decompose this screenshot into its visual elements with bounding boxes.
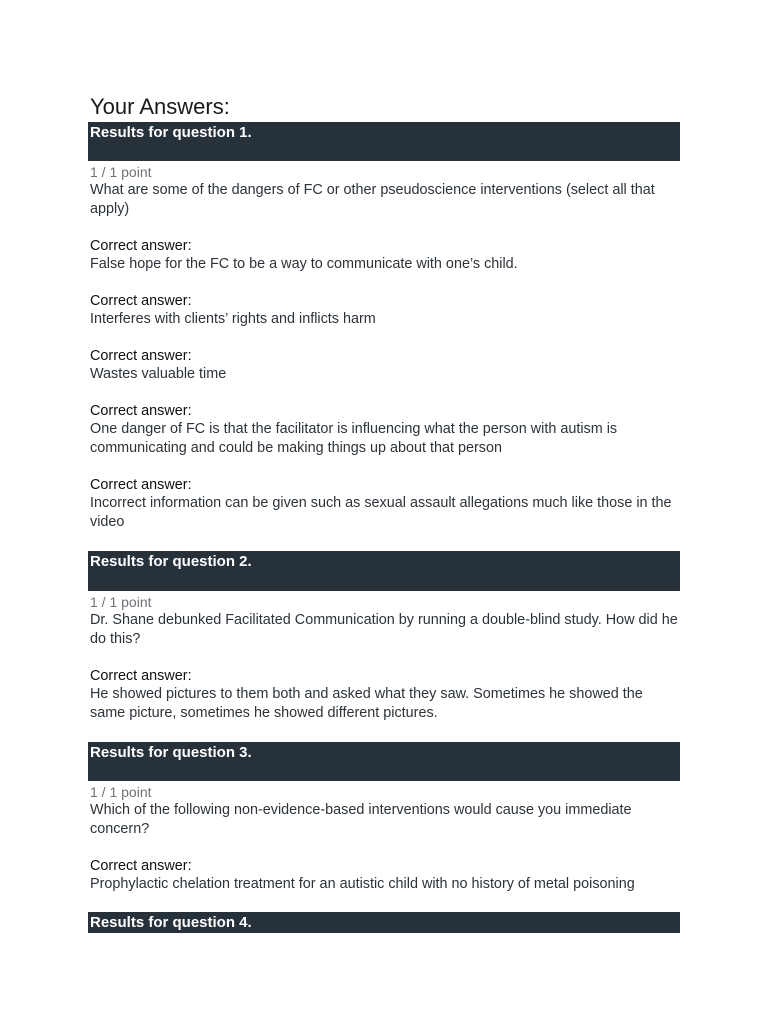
points-score: 1 / 1 point [90, 784, 152, 800]
correct-answer [90, 476, 680, 532]
page-title: Your Answers: [90, 94, 230, 119]
question-header: Results for question 4. [88, 912, 680, 933]
question-header: Results for question 3. [88, 742, 680, 781]
question-text: Dr. Shane debunked Facilitated Communication by running a double-blind study. How did he do this? [90, 612, 678, 647]
question-header: Results for question 1. [88, 122, 680, 161]
question-text: Which of the following non-evidence-based interventions would cause you immediate concern? [90, 802, 632, 837]
answer-label: Correct answer: [90, 477, 192, 493]
question-result-2 [88, 551, 680, 723]
correct-answer [90, 292, 680, 329]
answer-text: Incorrect information can be given such as sexual assault allegations much like those in the video [90, 495, 672, 530]
question-text: What are some of the dangers of FC or other pseudoscience interventions (select all that apply) [90, 182, 655, 217]
correct-answer [90, 237, 680, 274]
correct-answer [90, 667, 680, 723]
answer-label: Correct answer: [90, 293, 192, 309]
points-score: 1 / 1 point [90, 594, 152, 610]
question-result-1 [88, 122, 680, 532]
points-score: 1 / 1 point [90, 164, 152, 180]
answer-label: Correct answer: [90, 403, 192, 419]
answer-text: He showed pictures to them both and asked what they saw. Sometimes he showed the same picture, sometimes he showed different pictures. [90, 686, 643, 721]
correct-answer [90, 347, 680, 384]
answer-label: Correct answer: [90, 858, 192, 874]
answer-text: Wastes valuable time [90, 366, 227, 382]
answer-text: One danger of FC is that the facilitator is influencing what the person with autism is communicating and could be making things up about that person [90, 421, 618, 456]
answer-text: Interferes with clients’ rights and inflicts harm [90, 311, 376, 327]
question-header: Results for question 2. [88, 551, 680, 591]
correct-answer [90, 857, 680, 894]
answer-label: Correct answer: [90, 348, 192, 364]
answer-text: False hope for the FC to be a way to communicate with one’s child. [90, 256, 518, 272]
answer-text: Prophylactic chelation treatment for an autistic child with no history of metal poisoning [90, 876, 635, 892]
question-result-4 [88, 912, 680, 933]
answer-label: Correct answer: [90, 668, 192, 684]
answers-page [88, 94, 680, 933]
correct-answer [90, 402, 680, 458]
question-result-3 [88, 742, 680, 894]
answer-label: Correct answer: [90, 238, 192, 254]
